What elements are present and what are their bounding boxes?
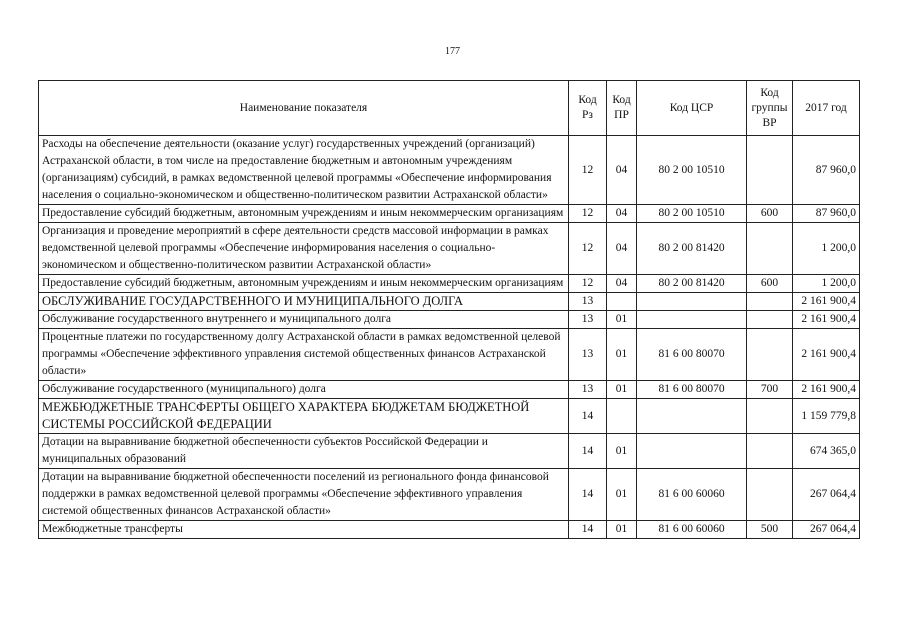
cell-rz: 14 <box>569 399 607 434</box>
table-row <box>39 434 860 469</box>
header-vr: Код группы ВР <box>747 81 793 136</box>
table-row <box>39 469 860 521</box>
cell-pr: 01 <box>607 329 637 381</box>
cell-pr: 01 <box>607 434 637 469</box>
cell-2017: 1 159 779,8 <box>793 399 860 434</box>
header-pr: Код ПР <box>607 81 637 136</box>
cell-2017: 267 064,4 <box>793 521 860 539</box>
cell-vr <box>747 469 793 521</box>
cell-name: Предоставление субсидий бюджетным, автономным учреждениям и иным некоммерческим организациям <box>39 205 569 223</box>
cell-2017: 2 161 900,4 <box>793 293 860 311</box>
cell-csr: 81 6 00 80070 <box>637 381 747 399</box>
cell-vr: 600 <box>747 275 793 293</box>
table-row <box>39 205 860 223</box>
cell-2017: 1 200,0 <box>793 223 860 275</box>
cell-rz: 14 <box>569 521 607 539</box>
table-body <box>39 136 860 539</box>
cell-vr <box>747 311 793 329</box>
table-row <box>39 311 860 329</box>
cell-2017: 2 161 900,4 <box>793 329 860 381</box>
cell-rz: 12 <box>569 205 607 223</box>
table-row <box>39 381 860 399</box>
page-number: 177 <box>445 46 460 57</box>
cell-name: МЕЖБЮДЖЕТНЫЕ ТРАНСФЕРТЫ ОБЩЕГО ХАРАКТЕРА БЮДЖЕТАМ БЮДЖЕТНОЙ СИСТЕМЫ РОССИЙСКОЙ ФЕДЕРАЦИИ <box>39 399 569 434</box>
table-header-row <box>39 81 860 136</box>
cell-vr <box>747 434 793 469</box>
cell-2017: 2 161 900,4 <box>793 381 860 399</box>
budget-table <box>38 80 860 539</box>
cell-pr: 01 <box>607 521 637 539</box>
cell-csr: 80 2 00 10510 <box>637 136 747 205</box>
cell-vr: 500 <box>747 521 793 539</box>
cell-name: Организация и проведение мероприятий в сфере деятельности средств массовой информации в рамках ведомственной целевой программы «Обеспечение информирования населения о социально-экономическом и общественно-политическом развитии Астраханской области» <box>39 223 569 275</box>
cell-csr <box>637 434 747 469</box>
cell-pr <box>607 399 637 434</box>
cell-pr: 04 <box>607 223 637 275</box>
cell-pr <box>607 293 637 311</box>
cell-pr: 01 <box>607 381 637 399</box>
cell-csr: 81 6 00 60060 <box>637 521 747 539</box>
cell-vr <box>747 223 793 275</box>
cell-csr <box>637 293 747 311</box>
cell-rz: 13 <box>569 381 607 399</box>
cell-vr: 700 <box>747 381 793 399</box>
cell-name: Предоставление субсидий бюджетным, автономным учреждениям и иным некоммерческим организациям <box>39 275 569 293</box>
table-row <box>39 329 860 381</box>
cell-pr: 04 <box>607 275 637 293</box>
cell-2017: 267 064,4 <box>793 469 860 521</box>
cell-vr <box>747 136 793 205</box>
cell-name: Дотации на выравнивание бюджетной обеспеченности субъектов Российской Федерации и муниципальных образований <box>39 434 569 469</box>
cell-name: Обслуживание государственного (муниципального) долга <box>39 381 569 399</box>
table-row <box>39 275 860 293</box>
cell-name: Межбюджетные трансферты <box>39 521 569 539</box>
cell-pr: 01 <box>607 311 637 329</box>
cell-csr <box>637 311 747 329</box>
cell-vr: 600 <box>747 205 793 223</box>
cell-rz: 12 <box>569 136 607 205</box>
cell-rz: 13 <box>569 293 607 311</box>
cell-rz: 12 <box>569 275 607 293</box>
table-row <box>39 223 860 275</box>
header-year: 2017 год <box>793 81 860 136</box>
cell-rz: 13 <box>569 329 607 381</box>
table-row <box>39 136 860 205</box>
cell-name: Расходы на обеспечение деятельности (оказание услуг) государственных учреждений (организаций) Астраханской области, в том числе на предоставление бюджетным и автономным учреждениям (организациям) субсидий, в рамках ведомственной целевой программы «Обеспечение информирования населения о социально-экономическом и общественно-политическом развитии Астраханской области» <box>39 136 569 205</box>
cell-2017: 87 960,0 <box>793 136 860 205</box>
header-rz: Код Рз <box>569 81 607 136</box>
cell-vr <box>747 293 793 311</box>
cell-2017: 87 960,0 <box>793 205 860 223</box>
cell-csr: 81 6 00 80070 <box>637 329 747 381</box>
cell-2017: 2 161 900,4 <box>793 311 860 329</box>
table-section-row <box>39 293 860 311</box>
header-csr: Код ЦСР <box>637 81 747 136</box>
cell-name: Процентные платежи по государственному долгу Астраханской области в рамках ведомственной целевой программы «Обеспечение эффективного управления системой общественных финансов Астраханской области» <box>39 329 569 381</box>
cell-csr: 81 6 00 60060 <box>637 469 747 521</box>
cell-pr: 04 <box>607 205 637 223</box>
cell-name: Обслуживание государственного внутреннего и муниципального долга <box>39 311 569 329</box>
cell-csr <box>637 399 747 434</box>
cell-csr: 80 2 00 10510 <box>637 205 747 223</box>
cell-rz: 14 <box>569 434 607 469</box>
cell-rz: 12 <box>569 223 607 275</box>
cell-rz: 14 <box>569 469 607 521</box>
cell-2017: 674 365,0 <box>793 434 860 469</box>
cell-name: ОБСЛУЖИВАНИЕ ГОСУДАРСТВЕННОГО И МУНИЦИПАЛЬНОГО ДОЛГА <box>39 293 569 311</box>
cell-csr: 80 2 00 81420 <box>637 275 747 293</box>
cell-csr: 80 2 00 81420 <box>637 223 747 275</box>
cell-vr <box>747 399 793 434</box>
table-section-row <box>39 399 860 434</box>
cell-pr: 04 <box>607 136 637 205</box>
header-name: Наименование показателя <box>39 81 569 136</box>
cell-pr: 01 <box>607 469 637 521</box>
cell-rz: 13 <box>569 311 607 329</box>
cell-name: Дотации на выравнивание бюджетной обеспеченности поселений из регионального фонда финансовой поддержки в рамках ведомственной целевой программы «Обеспечение эффективного управления системой общественных финансов Астраханской области» <box>39 469 569 521</box>
table-row <box>39 521 860 539</box>
cell-2017: 1 200,0 <box>793 275 860 293</box>
cell-vr <box>747 329 793 381</box>
